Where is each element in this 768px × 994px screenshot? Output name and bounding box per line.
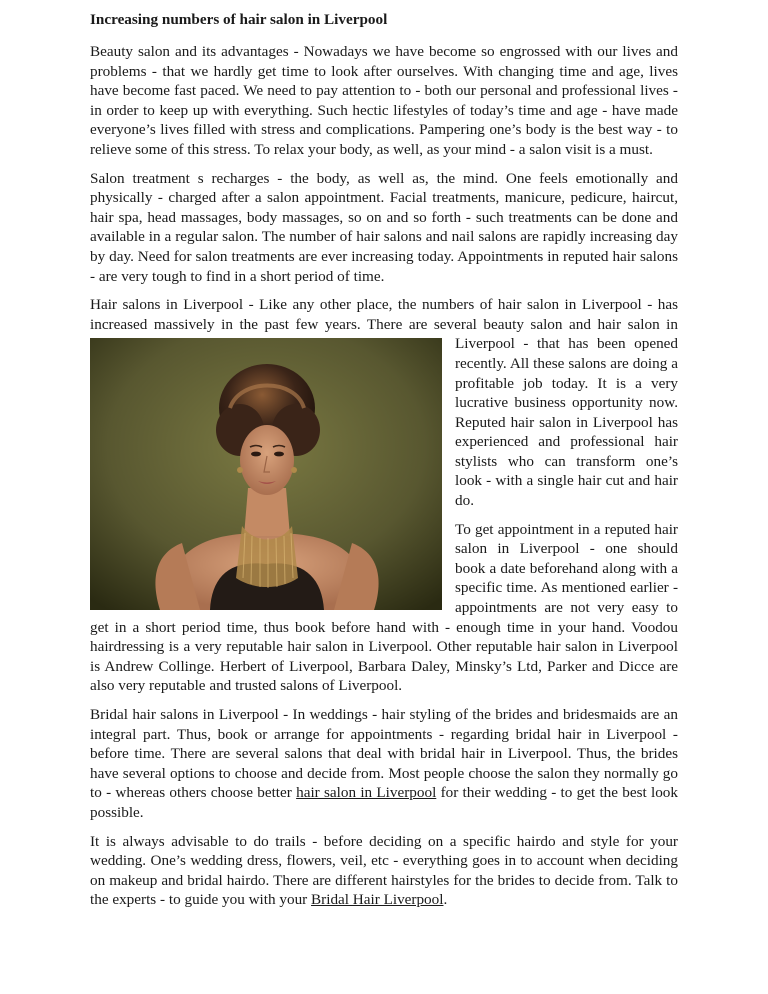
wedding-text-end: . (443, 891, 448, 909)
paragraph-wedding-advice (90, 832, 678, 910)
paragraph-bridal-hair-salons (90, 705, 678, 823)
document-page (90, 10, 678, 910)
wedding-text-start: It is always advisable to do trails - before deciding on a specific hairdo and style for your wedding. One’s wedding dress, flowers, veil, etc - everything goes in to account when deciding on makeup and bridal hairdo. There are different hairstyles for the brides to decide from. Talk to the experts - to guide you with your (90, 832, 678, 909)
paragraph-salon-treatments: Salon treatment s recharges - the body, as well as, the mind. One feels emotionally and physically - charged after a salon appointment. Facial treatments, manicure, pedicure, haircut, hair spa, head massages, body massages, so on and so forth - such treatments can be done and available in a regular salon. The number of hair salons and nail salons are rapidly increasing day by day. Need for salon treatments are ever increasing today. Appointments in reputed hair salons - are very tough to find in a short period of time. (90, 169, 678, 285)
hair-salons-text-rest: hair salon in Liverpool - that has been opened recently. All these salons are doing a profitable job today. It is a very lucrative business opportunity now. Reputed hair salon in Liverpool has experienced and professional hair stylists who can transform one’s look - with a single hair cut and hair do. (455, 315, 678, 510)
bridal-text-end: for their wedding - to get the best look possible. (90, 784, 678, 821)
hair-salons-text-intro: Hair salons in Liverpool - Like any other place, the numbers of hair salon in Liverpool - has increased massively in the past few years. There are several beauty salon and (90, 296, 678, 333)
model-photo-image (90, 338, 442, 610)
paragraph-beauty-salon: Beauty salon and its advantages - Nowadays we have become so engrossed with our lives and problems - that we hardly get time to look after ourselves. With changing time and age, lives have become fast paced. We need to pay attention to - both our personal and professional lives - in order to keep up with everything. Such hectic lifestyles of today’s time and age - have made everyone’s lives filled with stress and complications. Pampering one’s body is the best way - to relieve some of this stress. To relax your body, as well, as your mind - a salon visit is a must. (90, 43, 678, 158)
model-photo (90, 338, 442, 610)
paragraph-appointments: To get appointment in a reputed hair salon in Liverpool - one should book a date beforehand along with a specific time. As mentioned earlier - appointments are not very easy to get in a short period time, thus book before hand with - enough time in your hand. Voodou hairdressing is a very reputable hair salon in Liverpool. Other reputable hair salon in Liverpool is Andrew Collinge. Herbert of Liverpool, Barbara Daley, Minsky’s Ltd, Parker and Dicce are also very reputable and trusted salons of Liverpool. (90, 520, 678, 695)
bridal-hair-liverpool-link[interactable]: Bridal Hair Liverpool (311, 891, 444, 909)
paragraph-hair-salons-liverpool (90, 295, 678, 511)
bridal-text-start: Bridal hair salons in Liverpool - In weddings - hair styling of the brides and bridesmaids are an integral part. Thus, book or arrange for appointments - regarding bridal hair in Liverpool - before time. There are several salons that deal with bridal hair in Liverpool. Thus, the brides have several options to choose and decide from. Most people choose the salon they normally go to - whereas others choose better (90, 706, 678, 802)
document-title: Increasing numbers of hair salon in Liverpool (90, 11, 388, 28)
hair-salon-in-liverpool-link[interactable]: hair salon in Liverpool (296, 784, 437, 802)
